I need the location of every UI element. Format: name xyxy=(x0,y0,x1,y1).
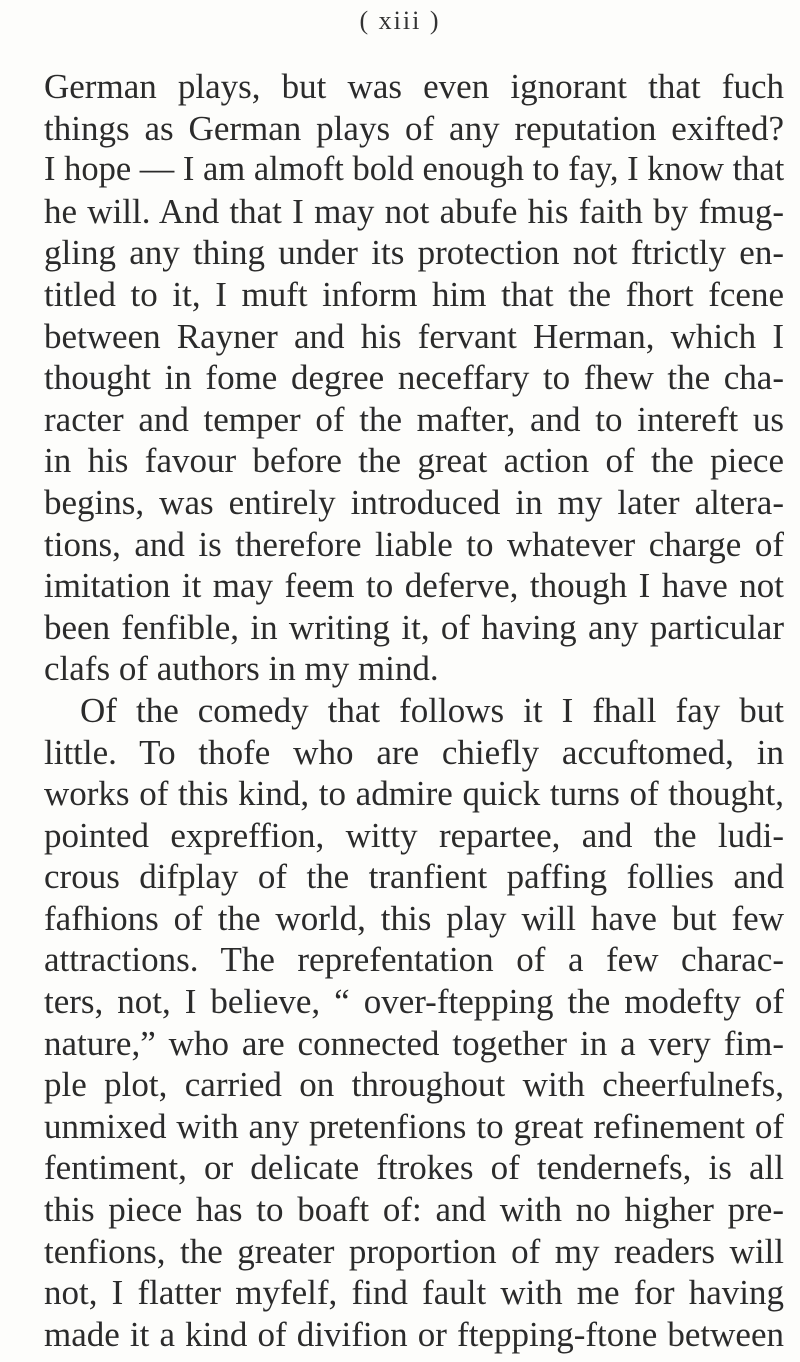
text-line: little. To thofe who are chiefly accuftomed, in xyxy=(44,732,784,772)
text-line: made it a kind of divifion or ftepping-ftone between xyxy=(44,1314,784,1354)
text-line: pointed expreffion, witty repartee, and the ludi- xyxy=(44,815,784,855)
body-text xyxy=(44,66,784,1355)
text-line: clafs of authors in my mind. xyxy=(44,649,439,689)
text-line: racter and temper of the mafter, and to intereft us xyxy=(44,399,784,439)
text-line: attractions. The reprefentation of a few charac- xyxy=(44,940,784,980)
text-line: gling any thing under its protection not ftrictly en- xyxy=(44,233,784,273)
page-number: ( xiii ) xyxy=(359,6,441,35)
text-line: tenfions, the greater proportion of my readers will xyxy=(44,1231,784,1271)
text-line: fentiment, or delicate ftrokes of tendernefs, is all xyxy=(44,1148,784,1188)
text-line: begins, was entirely introduced in my later altera- xyxy=(44,482,784,522)
text-line: I hope — I am almoft bold enough to fay, I know that xyxy=(44,150,784,189)
text-line: thought in fome degree neceffary to fhew the cha- xyxy=(44,358,784,398)
text-line: titled to it, I muft inform him that the fhort fcene xyxy=(44,274,784,314)
text-line: in his favour before the great action of the piece xyxy=(44,441,784,481)
text-line: ters, not, I believe, “ over-ftepping the modefty of xyxy=(44,982,784,1022)
text-line: between Rayner and his fervant Herman, which I xyxy=(44,316,784,356)
text-line: unmixed with any pretenfions to great refinement of xyxy=(44,1106,784,1146)
text-line: been fenfible, in writing it, of having any particular xyxy=(44,607,784,647)
text-line: German plays, but was even ignorant that fuch xyxy=(44,67,784,106)
text-line: ple plot, carried on throughout with cheerfulnefs, xyxy=(44,1065,784,1105)
text-line: things as German plays of any reputation exifted? xyxy=(44,108,784,148)
text-line: works of this kind, to admire quick turns of thought, xyxy=(44,774,784,814)
text-line: nature,” who are connected together in a very fim- xyxy=(44,1023,784,1063)
text-line: this piece has to boaft of: and with no higher pre- xyxy=(44,1190,784,1230)
text-line: Of the comedy that follows it I fhall fay but xyxy=(80,690,784,730)
text-line: tions, and is therefore liable to whatever charge of xyxy=(44,524,784,564)
text-line: fafhions of the world, this play will have but few xyxy=(44,898,784,938)
text-line: not, I flatter myfelf, find fault with me for having xyxy=(44,1273,784,1313)
text-line: he will. And that I may not abufe his faith by fmug- xyxy=(44,191,784,231)
text-line: imitation it may feem to deferve, though I have not xyxy=(44,566,784,606)
text-line: crous difplay of the tranfient paffing follies and xyxy=(44,857,784,897)
